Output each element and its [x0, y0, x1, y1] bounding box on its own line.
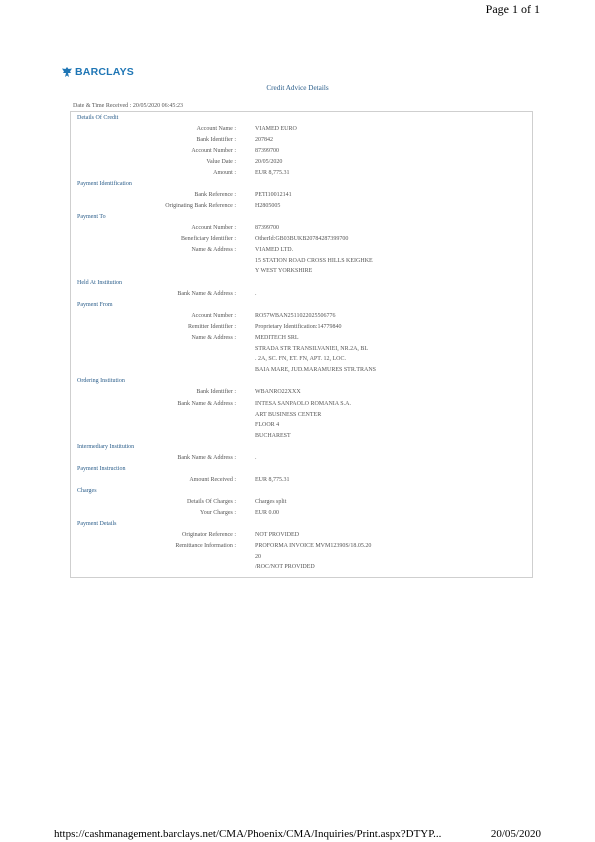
- section-payment-identification: Payment Identification: [77, 181, 132, 187]
- address-line: . 2A, SC. FN, ET. FN, APT. 12, LOC.: [255, 356, 346, 362]
- address-line: BAIA MARE, JUD.MARAMURES STR.TRANS: [255, 366, 377, 373]
- section-charges: Charges: [77, 488, 97, 494]
- section-ordering-institution: Ordering Institution: [77, 378, 125, 384]
- account-number-label: Account Number :: [191, 148, 236, 154]
- footer-date: 20/05/2020: [490, 828, 541, 840]
- section-payment-to: Payment To: [77, 214, 106, 220]
- your-charges-label: Your Charges :: [200, 510, 236, 516]
- section-payment-details: Payment Details: [77, 521, 117, 527]
- address-line: ART BUSINESS CENTER: [255, 411, 322, 418]
- address-line: INTESA SANPAOLO ROMANIA S.A.: [255, 401, 351, 407]
- ordering-bank-name-address-label: Bank Name & Address :: [177, 401, 236, 407]
- intermediary-bank-name-address-label: Bank Name & Address :: [177, 455, 236, 461]
- remittance-information-label: Remittance Information :: [175, 543, 236, 549]
- payment-from-account-number-value: RO57WBAN2511022025506776: [255, 313, 336, 319]
- section-payment-instruction: Payment Instruction: [77, 466, 126, 472]
- eagle-icon: [62, 67, 72, 78]
- held-bank-name-address-label: Bank Name & Address :: [177, 291, 236, 297]
- your-charges-value: EUR 0.00: [255, 510, 279, 516]
- page-title: Credit Advice Details: [266, 84, 329, 92]
- payment-to-account-number-label: Account Number :: [191, 225, 236, 231]
- amount-label: Amount :: [213, 170, 236, 176]
- amount-received-value: EUR 8,775.31: [255, 477, 290, 483]
- logo-text: BARCLAYS: [75, 66, 134, 78]
- details-of-charges-value: Charges split: [255, 499, 287, 505]
- date-time-received: Date & Time Received : 20/05/2020 06:45:23: [73, 103, 183, 109]
- page-number: Page 1 of 1: [485, 2, 540, 16]
- amount-value: EUR 8,775.31: [255, 170, 290, 176]
- originating-bank-reference-value: H2805005: [255, 203, 281, 209]
- account-name-label: Account Name :: [196, 126, 236, 132]
- payment-to-name-address-value: [255, 247, 373, 279]
- page-footer: [54, 828, 541, 840]
- bank-reference-label: Bank Reference :: [194, 192, 236, 198]
- bank-reference-value: PETI10012141: [255, 192, 292, 198]
- remittance-line: /ROC/NOT PROVIDED: [255, 564, 315, 570]
- address-line: VIAMED LTD.: [255, 247, 294, 253]
- section-payment-from: Payment From: [77, 302, 113, 308]
- address-line: BUCHAREST: [255, 432, 291, 439]
- address-line: FLOOR 4: [255, 422, 280, 428]
- footer-url: https://cashmanagement.barclays.net/CMA/Phoenix/CMA/Inquiries/Print.aspx?DTYP...: [54, 828, 442, 840]
- held-bank-name-address-value: .: [255, 291, 257, 297]
- intermediary-bank-name-address-value: .: [255, 455, 257, 461]
- remitter-identifier-label: Remitter Identifier :: [188, 324, 236, 330]
- section-intermediary-institution: Intermediary Institution: [77, 444, 135, 450]
- credit-advice-box: [70, 111, 533, 578]
- payment-from-name-address-label: Name & Address :: [191, 335, 236, 341]
- beneficiary-identifier-value: OtherId:GB03BUKB20784287399700: [255, 236, 349, 242]
- barclays-logo: [62, 66, 134, 78]
- value-date-value: 20/05/2020: [255, 159, 283, 165]
- payment-from-name-address-value: [255, 335, 376, 377]
- ordering-bank-identifier-label: Bank Identifier :: [196, 389, 236, 395]
- payment-to-name-address-label: Name & Address :: [191, 247, 236, 253]
- originator-reference-label: Originator Reference :: [182, 532, 236, 538]
- account-number-value: 87399700: [255, 148, 279, 154]
- section-held-at-institution: Held At Institution: [77, 280, 122, 286]
- remittance-information-value: [255, 543, 371, 575]
- section-details-of-credit: Details Of Credit: [77, 115, 119, 121]
- ordering-bank-name-address-value: [255, 401, 351, 443]
- address-line: Y WEST YORKSHIRE: [255, 268, 313, 274]
- remittance-line: 20: [255, 553, 261, 560]
- remittance-line: PROFORMA INVOICE MVM12390S/18.05.20: [255, 543, 372, 549]
- originator-reference-value: NOT PROVIDED: [255, 532, 300, 538]
- bank-identifier-label: Bank Identifier :: [196, 137, 236, 143]
- ordering-bank-identifier-value: WBANRO22XXX: [255, 389, 301, 395]
- beneficiary-identifier-label: Beneficiary Identifier :: [181, 236, 236, 242]
- account-name-value: VIAMED EURO: [255, 126, 297, 132]
- address-line: MEDITECH SRL: [255, 335, 299, 341]
- payment-to-account-number-value: 87399700: [255, 225, 279, 231]
- amount-received-label: Amount Received :: [189, 477, 236, 483]
- address-line: STRADA STR TRANSILVANIEI, NR.2A, BL: [255, 345, 369, 352]
- value-date-label: Value Date :: [206, 159, 236, 165]
- details-of-charges-label: Details Of Charges :: [186, 499, 236, 505]
- payment-from-account-number-label: Account Number :: [191, 313, 236, 319]
- originating-bank-reference-label: Originating Bank Reference :: [165, 203, 236, 209]
- address-line: 15 STATION ROAD CROSS HILLS KEIGHKE: [255, 257, 373, 264]
- bank-identifier-value: 207842: [255, 137, 273, 143]
- remitter-identifier-value: Proprietary Identification:14779840: [255, 324, 342, 330]
